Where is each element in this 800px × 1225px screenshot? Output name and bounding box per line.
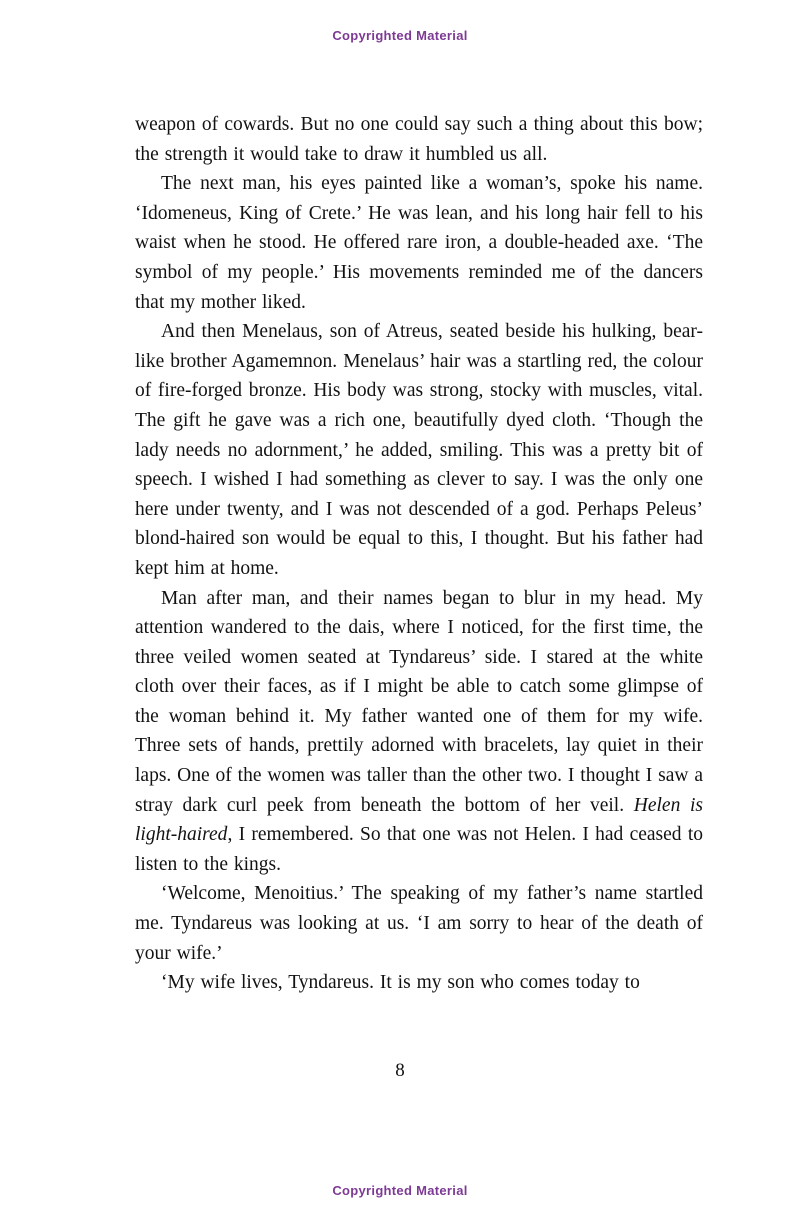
paragraph xyxy=(135,584,703,880)
text-run: ‘Welcome, Menoitius.’ The speaking of my father’s name startled me. Tyndareus was looking at us. ‘I am sorry to hear of the death of your wife.’ xyxy=(135,883,703,964)
copyright-notice-top: Copyrighted Material xyxy=(332,28,468,43)
copyright-notice-bottom: Copyrighted Material xyxy=(332,1183,468,1198)
text-run: ‘My wife lives, Tyndareus. It is my son who comes today to xyxy=(161,972,640,994)
text-run: Man after man, and their names began to blur in my head. My attention wandered to the dais, where I noticed, for the first time, the three veiled women seated at Tyndareus’ side. I stared at the white cloth over their faces, as if I might be able to catch some glimpse of the woman behind it. My father wanted one of them for my wife. Three sets of hands, prettily adorned with bracelets, lay quiet in their laps. One of the women was taller than the other two. I thought I saw a stray dark curl peek from beneath the bottom of her veil. xyxy=(135,587,703,816)
text-run: , I remembered. So that one was not Helen. I had ceased to listen to the kings. xyxy=(135,824,703,875)
paragraph xyxy=(135,879,703,968)
paragraph xyxy=(135,110,703,169)
page-number: 8 xyxy=(395,1060,405,1081)
text-run: The next man, his eyes painted like a woman’s, spoke his name. ‘Idomeneus, King of Crete.’ He was lean, and his long hair fell to his waist when he stood. He offered rare iron, a double-headed axe. ‘The symbol of my people.’ His movements reminded me of the dancers that my mother liked. xyxy=(135,173,703,313)
page-body xyxy=(135,110,703,998)
paragraph xyxy=(135,968,703,998)
text-run: weapon of cowards. But no one could say such a thing about this bow; the strength it would take to draw it humbled us all. xyxy=(135,114,703,165)
paragraph xyxy=(135,169,703,317)
italic-text-run: Helen is light-haired xyxy=(135,794,703,846)
text-run: And then Menelaus, son of Atreus, seated beside his hulking, bear-like brother Agamemnon. Menelaus’ hair was a startling red, the colour of fire-forged bronze. His body was strong, stocky with muscles, vital. The gift he gave was a rich one, beautifully dyed cloth. ‘Though the lady needs no adornment,’ he added, smiling. This was a pretty bit of speech. I wished I had something as clever to say. I was the only one here under twenty, and I was not descended of a god. Perhaps Peleus’ blond-haired son would be equal to this, I thought. But his father had kept him at home. xyxy=(135,321,703,579)
paragraph xyxy=(135,317,703,583)
